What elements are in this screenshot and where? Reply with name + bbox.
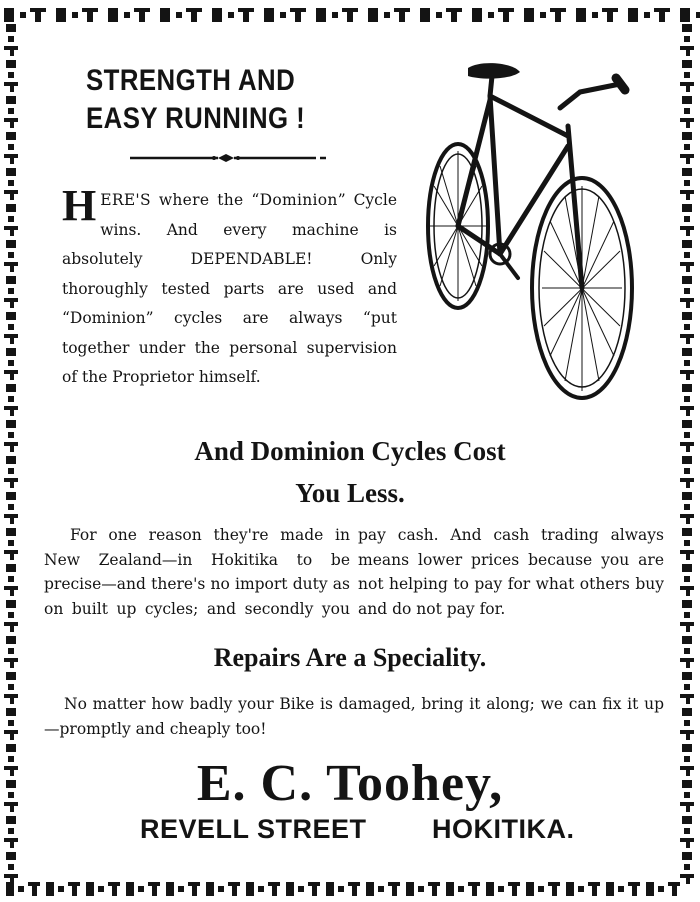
intro-first-line: ERE'S where the “Dominion” <box>100 191 346 209</box>
decorative-rule-ornament <box>130 150 330 166</box>
bicycle-illustration <box>420 56 645 406</box>
headline <box>86 62 306 138</box>
intro-paragraph <box>62 181 397 393</box>
intro-rest: Cycle wins. And every machine is absolutely DEPENDABLE! Only thoroughly tested parts are used and “Dominion” cycles are always “put together under the personal supervision of the Proprietor himself. <box>62 191 397 386</box>
ornamental-border-right <box>676 0 700 902</box>
section-heading-cost: And Dominion Cycles Cost <box>194 436 506 466</box>
ornamental-border-bottom <box>0 876 700 902</box>
repairs-body-text <box>44 692 664 741</box>
drop-cap: H <box>62 181 97 230</box>
address-town: HOKITIKA. <box>432 814 575 844</box>
ornamental-border-top <box>0 0 700 26</box>
ornamental-border-left <box>0 0 24 902</box>
headline-line-2: EASY RUNNING ! <box>86 102 306 135</box>
section-heading-repairs: Repairs Are a Speciality. <box>213 643 487 672</box>
proprietor-name: E. C. Toohey, <box>196 755 504 812</box>
headline-line-1: STRENGTH AND <box>86 64 296 97</box>
cost-paragraph: For one reason they're made in New Zealand—in Hokitika to be precise—and there's no import duty as on built up cycles; and secondly you pay cash. And cash trading always means lower prices because you are not helping to pay for what others buy and do not pay for. <box>44 526 664 618</box>
repairs-paragraph: No matter how badly your Bike is damaged, bring it along; we can fix it up—promptly and cheaply too! <box>44 695 664 738</box>
address-street: REVELL STREET <box>140 814 367 844</box>
cost-body-text <box>44 523 664 621</box>
section-heading-less: You Less. <box>295 478 405 508</box>
